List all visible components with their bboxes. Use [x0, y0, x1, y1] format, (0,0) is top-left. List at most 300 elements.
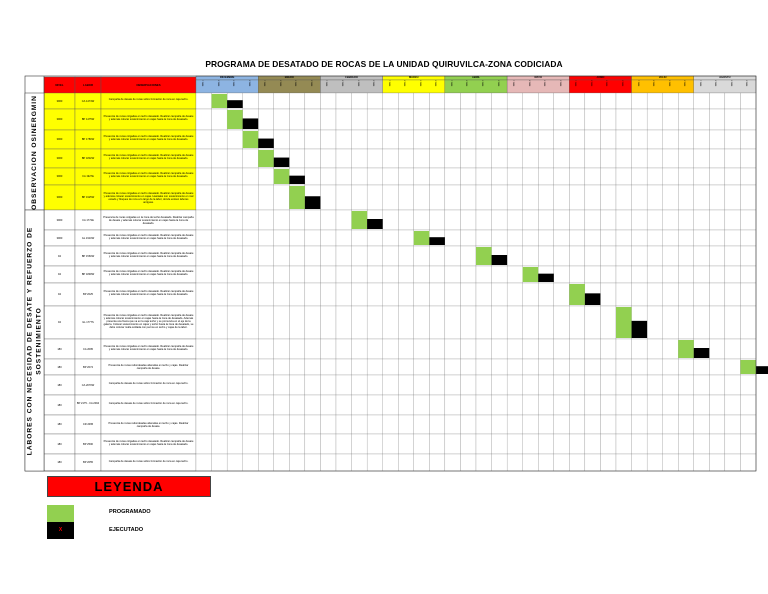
week-cell: [352, 130, 368, 149]
week-cell: [367, 246, 383, 266]
week-cell: [289, 246, 305, 266]
week-cell: [383, 185, 399, 210]
header-nivel: NIVEL: [55, 83, 64, 87]
week-cell: [709, 149, 725, 168]
week-cell: [289, 210, 305, 230]
week-cell: [289, 230, 305, 246]
week-cell: [538, 168, 554, 185]
programado-bar: [227, 110, 243, 129]
week-label: SEM 1: [202, 80, 205, 87]
week-cell: [227, 375, 243, 395]
week-cell: [274, 306, 290, 339]
week-cell: [554, 266, 570, 283]
week-cell: [305, 415, 321, 434]
week-cell: [600, 395, 616, 415]
week-cell: [554, 283, 570, 306]
week-cell: [740, 266, 756, 283]
row-observacion: Presencia de rocas colgadas en la zona de techo desatado. Realizar campaña de desate y además colocar sostenimiento en cajas hasta la zona de desatado.: [103, 215, 194, 225]
week-cell: [647, 339, 663, 359]
week-cell: [196, 130, 212, 149]
week-cell: [196, 375, 212, 395]
row-obs-cell: [101, 395, 196, 415]
week-cell: [507, 93, 523, 109]
week-cell: [429, 339, 445, 359]
week-cell: [569, 149, 585, 168]
week-cell: [398, 93, 414, 109]
week-cell: [694, 185, 710, 210]
week-cell: [647, 306, 663, 339]
week-cell: [398, 339, 414, 359]
row-nivel: 94: [58, 273, 61, 276]
ejecutado-bar: [429, 237, 445, 245]
week-cell: [445, 109, 461, 130]
week-cell: [336, 283, 352, 306]
week-cell: [414, 130, 430, 149]
week-cell: [305, 266, 321, 283]
week-cell: [258, 185, 274, 210]
week-cell: [320, 415, 336, 434]
week-cell: [305, 210, 321, 230]
week-cell: [647, 230, 663, 246]
week-cell: [336, 109, 352, 130]
week-cell: [523, 306, 539, 339]
week-cell: [725, 375, 741, 395]
week-cell: [196, 109, 212, 130]
week-cell: [663, 230, 679, 246]
programado-bar: [616, 307, 632, 338]
week-cell: [445, 395, 461, 415]
row-observacion: Presencia de rocas colgadas en techo desatado. Realizar campaña de desate y además colocar sostenimiento en cajas hasta la zona de desatado.: [103, 172, 194, 178]
week-cell: [694, 246, 710, 266]
week-cell: [445, 149, 461, 168]
week-cell: [414, 109, 430, 130]
month-label: MAYO: [534, 76, 542, 80]
row-nivel: 3960: [56, 218, 63, 222]
week-cell: [460, 306, 476, 339]
week-cell: [227, 434, 243, 454]
page-title: PROGRAMA DE DESATADO DE ROCAS DE LA UNIDAD QUIRUVILCA-ZONA CODICIADA: [205, 59, 563, 69]
week-cell: [305, 246, 321, 266]
row-observacion: Presencia de rocas colgadas en techo desatado. Realizar campaña de desate y además colocar sostenimiento en cajas hasta la zona de desatado.: [103, 270, 194, 276]
week-cell: [492, 230, 508, 246]
legend-ejecutado-mark: X: [58, 527, 63, 533]
week-cell: [336, 266, 352, 283]
week-cell: [663, 93, 679, 109]
week-label: SEM 1: [451, 80, 454, 87]
week-cell: [523, 185, 539, 210]
ejecutado-bar: [289, 176, 305, 184]
week-cell: [585, 246, 601, 266]
week-cell: [538, 246, 554, 266]
week-cell: [694, 230, 710, 246]
week-cell: [429, 109, 445, 130]
programado-bar: [289, 186, 305, 209]
week-cell: [320, 283, 336, 306]
week-cell: [336, 168, 352, 185]
week-cell: [740, 185, 756, 210]
week-cell: [320, 168, 336, 185]
week-cell: [445, 246, 461, 266]
programado-bar: [740, 360, 756, 374]
week-cell: [538, 415, 554, 434]
week-cell: [383, 93, 399, 109]
week-cell: [305, 283, 321, 306]
row-labor: BP 2055: [83, 461, 93, 464]
week-cell: [289, 306, 305, 339]
row-nivel: 3960: [56, 236, 63, 240]
week-cell: [274, 93, 290, 109]
week-cell: [554, 109, 570, 130]
week-cell: [523, 375, 539, 395]
week-cell: [367, 434, 383, 454]
week-cell: [243, 359, 259, 375]
week-cell: [678, 210, 694, 230]
week-cell: [196, 246, 212, 266]
week-cell: [258, 359, 274, 375]
week-label: SEM 2: [218, 80, 221, 87]
week-cell: [258, 415, 274, 434]
week-cell: [445, 266, 461, 283]
week-cell: [227, 339, 243, 359]
week-cell: [632, 266, 648, 283]
week-cell: [632, 109, 648, 130]
week-cell: [258, 306, 274, 339]
week-cell: [274, 375, 290, 395]
week-cell: [367, 130, 383, 149]
week-cell: [663, 415, 679, 434]
week-cell: [709, 266, 725, 283]
week-cell: [678, 185, 694, 210]
week-label: SEM 4: [746, 80, 749, 87]
week-cell: [367, 230, 383, 246]
week-cell: [445, 339, 461, 359]
week-cell: [212, 375, 228, 395]
week-cell: [196, 434, 212, 454]
week-cell: [600, 246, 616, 266]
week-cell: [274, 109, 290, 130]
week-cell: [320, 359, 336, 375]
week-cell: [616, 168, 632, 185]
week-cell: [507, 230, 523, 246]
week-cell: [740, 283, 756, 306]
week-cell: [367, 306, 383, 339]
week-cell: [243, 283, 259, 306]
week-cell: [383, 149, 399, 168]
legend-ejecutado-swatch: [47, 522, 74, 539]
week-cell: [196, 93, 212, 109]
week-cell: [460, 283, 476, 306]
week-cell: [507, 109, 523, 130]
week-cell: [367, 339, 383, 359]
week-cell: [492, 283, 508, 306]
week-cell: [476, 109, 492, 130]
week-cell: [647, 109, 663, 130]
week-cell: [258, 93, 274, 109]
week-cell: [476, 283, 492, 306]
week-label: SEM 4: [311, 80, 314, 87]
week-cell: [600, 210, 616, 230]
week-cell: [289, 454, 305, 471]
week-cell: [740, 339, 756, 359]
week-cell: [585, 359, 601, 375]
week-cell: [554, 375, 570, 395]
week-cell: [336, 395, 352, 415]
week-cell: [320, 130, 336, 149]
week-cell: [274, 454, 290, 471]
week-label: SEM 3: [669, 80, 672, 87]
week-cell: [460, 210, 476, 230]
header-observaciones: OBSERVACIONES: [136, 83, 161, 87]
week-cell: [429, 266, 445, 283]
week-cell: [585, 230, 601, 246]
week-cell: [600, 230, 616, 246]
week-cell: [709, 210, 725, 230]
week-cell: [258, 230, 274, 246]
week-cell: [632, 283, 648, 306]
month-label: JUNIO: [596, 76, 605, 80]
week-cell: [492, 168, 508, 185]
week-cell: [647, 454, 663, 471]
week-cell: [352, 306, 368, 339]
week-cell: [398, 149, 414, 168]
week-cell: [632, 375, 648, 395]
week-cell: [274, 130, 290, 149]
week-cell: [274, 359, 290, 375]
week-cell: [460, 130, 476, 149]
week-cell: [600, 168, 616, 185]
row-nivel: 3960: [56, 118, 63, 121]
week-cell: [740, 230, 756, 246]
week-cell: [569, 130, 585, 149]
week-cell: [398, 454, 414, 471]
week-cell: [647, 266, 663, 283]
week-cell: [678, 375, 694, 395]
week-cell: [243, 415, 259, 434]
week-cell: [647, 283, 663, 306]
week-cell: [523, 168, 539, 185]
week-cell: [367, 149, 383, 168]
week-cell: [289, 395, 305, 415]
week-cell: [523, 149, 539, 168]
row-labor: BP 2500: [83, 442, 93, 446]
week-cell: [320, 93, 336, 109]
week-cell: [227, 185, 243, 210]
week-cell: [569, 266, 585, 283]
week-cell: [538, 149, 554, 168]
week-cell: [243, 395, 259, 415]
week-cell: [600, 130, 616, 149]
section-label-2: LABORES CON NECESIDAD DE DESATE Y REFUERZO DE SOSTENIMIENTO: [26, 226, 43, 455]
week-cell: [289, 375, 305, 395]
row-observacion: Presencia de rocas colgadas en techo desatado. Realizar campaña de desate y además colocar sostenimiento en cajas hasta la zona de desatado.: [103, 154, 194, 160]
ejecutado-bar: [756, 366, 768, 374]
week-cell: [243, 306, 259, 339]
week-cell: [352, 266, 368, 283]
week-cell: [476, 339, 492, 359]
programado-bar: [243, 131, 259, 148]
row-labor: BP 1560W: [81, 254, 95, 258]
row-nivel: 180: [57, 347, 62, 351]
week-cell: [492, 454, 508, 471]
week-cell: [398, 130, 414, 149]
week-cell: [460, 93, 476, 109]
week-cell: [523, 283, 539, 306]
week-cell: [632, 185, 648, 210]
week-cell: [305, 454, 321, 471]
week-cell: [694, 306, 710, 339]
week-cell: [709, 375, 725, 395]
week-cell: [383, 109, 399, 130]
week-cell: [476, 149, 492, 168]
week-cell: [460, 230, 476, 246]
week-cell: [289, 130, 305, 149]
row-labor: CA 1772E: [82, 218, 94, 222]
week-cell: [212, 283, 228, 306]
week-cell: [725, 230, 741, 246]
week-cell: [569, 375, 585, 395]
week-cell: [600, 266, 616, 283]
week-cell: [352, 185, 368, 210]
week-cell: [694, 415, 710, 434]
week-cell: [429, 415, 445, 434]
ejecutado-bar: [632, 321, 648, 338]
week-cell: [398, 168, 414, 185]
week-cell: [600, 454, 616, 471]
week-cell: [460, 185, 476, 210]
week-cell: [709, 339, 725, 359]
week-cell: [600, 339, 616, 359]
week-cell: [616, 454, 632, 471]
week-cell: [212, 454, 228, 471]
week-cell: [678, 395, 694, 415]
week-cell: [569, 185, 585, 210]
week-cell: [585, 266, 601, 283]
week-cell: [663, 168, 679, 185]
week-cell: [274, 246, 290, 266]
week-cell: [709, 130, 725, 149]
week-cell: [414, 434, 430, 454]
row-nivel: 3960: [56, 138, 63, 141]
week-cell: [227, 395, 243, 415]
week-cell: [212, 246, 228, 266]
week-cell: [289, 149, 305, 168]
week-cell: [336, 246, 352, 266]
week-cell: [694, 109, 710, 130]
week-cell: [600, 185, 616, 210]
week-cell: [647, 93, 663, 109]
week-cell: [414, 149, 430, 168]
week-cell: [694, 130, 710, 149]
week-cell: [523, 246, 539, 266]
week-cell: [647, 130, 663, 149]
week-cell: [445, 375, 461, 395]
week-cell: [663, 395, 679, 415]
week-label: SEM 1: [389, 80, 392, 87]
week-label: SEM 3: [358, 80, 361, 87]
week-cell: [460, 375, 476, 395]
week-cell: [709, 283, 725, 306]
week-cell: [709, 454, 725, 471]
week-cell: [632, 415, 648, 434]
legend-ejecutado-label: EJECUTADO: [109, 527, 144, 533]
week-cell: [554, 339, 570, 359]
week-cell: [243, 185, 259, 210]
week-cell: [585, 210, 601, 230]
week-cell: [336, 130, 352, 149]
week-cell: [445, 230, 461, 246]
row-nivel: 180: [57, 403, 62, 407]
week-cell: [258, 454, 274, 471]
week-cell: [289, 339, 305, 359]
week-cell: [569, 230, 585, 246]
week-cell: [694, 434, 710, 454]
week-cell: [523, 395, 539, 415]
week-cell: [678, 246, 694, 266]
week-label: SEM 2: [529, 80, 532, 87]
week-cell: [554, 395, 570, 415]
week-cell: [554, 306, 570, 339]
row-observacion: Presencia de rocas colgadas en techo desatado. Realizar campaña de desate y además colocar sostenimiento en cajas hasta la zona de desatado.: [103, 344, 194, 351]
week-cell: [367, 375, 383, 395]
week-cell: [445, 434, 461, 454]
week-cell: [507, 130, 523, 149]
week-cell: [507, 168, 523, 185]
week-cell: [538, 283, 554, 306]
week-cell: [243, 454, 259, 471]
week-cell: [694, 266, 710, 283]
week-cell: [740, 454, 756, 471]
week-cell: [414, 415, 430, 434]
row-observacion: Presencia de rocas colgadas en techo desatado. Realizar campaña de desate y además colocar sostenimiento en cajas hasta la zona de desatado. Además presenta una fisura que va en la caja techo y se pronuncia en el eje de la galería. Colocar sostenimiento en cajas y techo hasta la zona de desatado, se debe colocar malla soldada con pernos en techo y cajas de la labor.: [103, 313, 194, 329]
week-cell: [398, 283, 414, 306]
week-label: SEM 3: [233, 80, 236, 87]
header-labor: LABOR: [83, 83, 93, 87]
week-cell: [383, 283, 399, 306]
week-cell: [258, 434, 274, 454]
week-cell: [492, 210, 508, 230]
week-cell: [196, 149, 212, 168]
week-cell: [569, 168, 585, 185]
week-cell: [538, 434, 554, 454]
week-cell: [585, 434, 601, 454]
week-cell: [554, 93, 570, 109]
week-cell: [647, 168, 663, 185]
week-cell: [554, 359, 570, 375]
week-cell: [352, 415, 368, 434]
week-cell: [694, 375, 710, 395]
row-observacion: Presencia de rocas colgadas en techo desatado. Realizar campaña de desate y además colocar sostenimiento en cajas hasta la zona de desatado.: [103, 115, 194, 121]
row-observacion: Presencia de rocas colgadas en techo desatado. Realizar campaña de desate y además colocar sostenimiento en cajas hasta la zona de desatado.: [103, 251, 194, 258]
week-cell: [678, 130, 694, 149]
week-cell: [383, 266, 399, 283]
week-cell: [398, 395, 414, 415]
week-label: SEM 2: [280, 80, 283, 87]
week-cell: [632, 230, 648, 246]
week-cell: [476, 93, 492, 109]
week-cell: [725, 210, 741, 230]
week-cell: [212, 210, 228, 230]
week-label: SEM 1: [326, 80, 329, 87]
row-labor: CA 2070W: [81, 383, 95, 387]
week-cell: [476, 210, 492, 230]
week-cell: [600, 149, 616, 168]
week-cell: [694, 93, 710, 109]
week-cell: [507, 339, 523, 359]
row-labor: BP 2074: [83, 365, 93, 369]
week-cell: [492, 359, 508, 375]
month-label: ABRIL: [472, 76, 480, 80]
week-cell: [585, 109, 601, 130]
